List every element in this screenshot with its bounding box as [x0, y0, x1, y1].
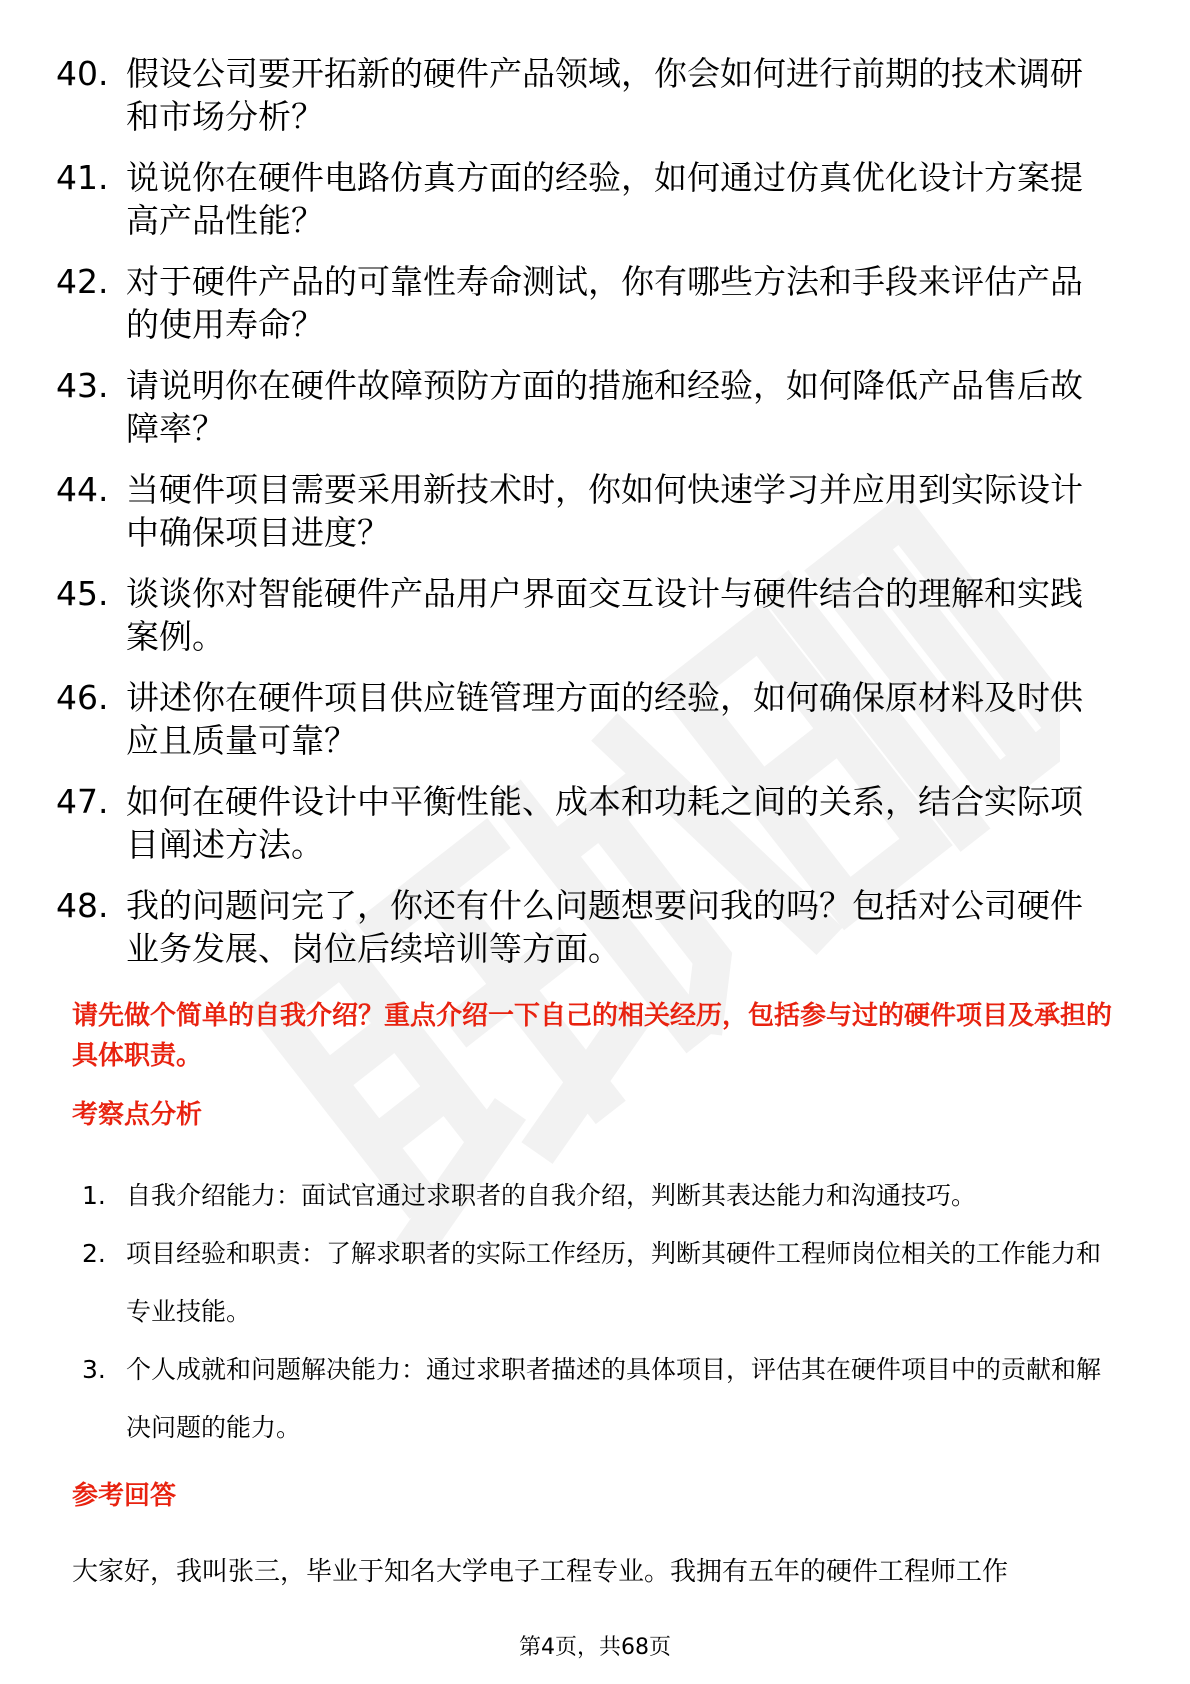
- question-number: 44.: [56, 470, 109, 509]
- list-item: [56, 260, 1106, 346]
- list-item: [56, 780, 1106, 866]
- question-text: 假设公司要开拓新的硬件产品领域，你会如何进行前期的技术调研和市场分析？: [126, 54, 1083, 136]
- analysis-number: 1.: [82, 1181, 106, 1210]
- list-item: [56, 468, 1106, 554]
- list-item: [82, 1167, 1122, 1225]
- analysis-text: 个人成就和问题解决能力：通过求职者描述的具体项目，评估其在硬件项目中的贡献和解决问题的能力。: [126, 1355, 1102, 1442]
- question-text: 对于硬件产品的可靠性寿命测试，你有哪些方法和手段来评估产品的使用寿命？: [126, 262, 1083, 344]
- question-number: 43.: [56, 366, 109, 405]
- question-text: 当硬件项目需要采用新技术时，你如何快速学习并应用到实际设计中确保项目进度？: [126, 470, 1083, 552]
- list-item: [56, 884, 1106, 970]
- list-item: [56, 156, 1106, 242]
- list-item: [56, 52, 1106, 138]
- question-number: 41.: [56, 158, 109, 197]
- list-item: [56, 364, 1106, 450]
- list-item: [82, 1341, 1122, 1457]
- analysis-text: 自我介绍能力：面试官通过求职者的自我介绍，判断其表达能力和沟通技巧。: [126, 1181, 977, 1210]
- question-text: 请说明你在硬件故障预防方面的措施和经验，如何降低产品售后故障率？: [126, 366, 1083, 448]
- question-list: [56, 52, 1106, 988]
- list-item: [82, 1225, 1122, 1341]
- question-text: 谈谈你对智能硬件产品用户界面交互设计与硬件结合的理解和实践案例。: [126, 574, 1083, 656]
- featured-question: 请先做个简单的自我介绍？重点介绍一下自己的相关经历，包括参与过的硬件项目及承担的具体职责。: [72, 1001, 1113, 1071]
- analysis-number: 2.: [82, 1239, 106, 1268]
- analysis-number: 3.: [82, 1355, 106, 1384]
- question-number: 46.: [56, 678, 109, 717]
- analysis-heading: 考察点分析: [72, 1100, 203, 1130]
- analysis-list: [82, 1167, 1122, 1457]
- question-text: 说说你在硬件电路仿真方面的经验，如何通过仿真优化设计方案提高产品性能？: [126, 158, 1083, 240]
- question-number: 45.: [56, 574, 109, 613]
- analysis-text: 项目经验和职责：了解求职者的实际工作经历，判断其硬件工程师岗位相关的工作能力和专业技能。: [126, 1239, 1102, 1326]
- answer-body: 大家好，我叫张三，毕业于知名大学电子工程专业。我拥有五年的硬件工程师工作: [72, 1557, 1009, 1587]
- question-number: 40.: [56, 54, 109, 93]
- page-footer: 第4页，共68页: [519, 1635, 671, 1660]
- question-text: 我的问题问完了，你还有什么问题想要问我的吗？包括对公司硬件业务发展、岗位后续培训等方面。: [126, 886, 1083, 968]
- question-number: 47.: [56, 782, 109, 821]
- list-item: [56, 676, 1106, 762]
- question-text: 讲述你在硬件项目供应链管理方面的经验，如何确保原材料及时供应且质量可靠？: [126, 678, 1083, 760]
- question-number: 42.: [56, 262, 109, 301]
- list-item: [56, 572, 1106, 658]
- question-number: 48.: [56, 886, 109, 925]
- question-text: 如何在硬件设计中平衡性能、成本和功耗之间的关系，结合实际项目阐述方法。: [126, 782, 1083, 864]
- answer-heading: 参考回答: [72, 1481, 177, 1511]
